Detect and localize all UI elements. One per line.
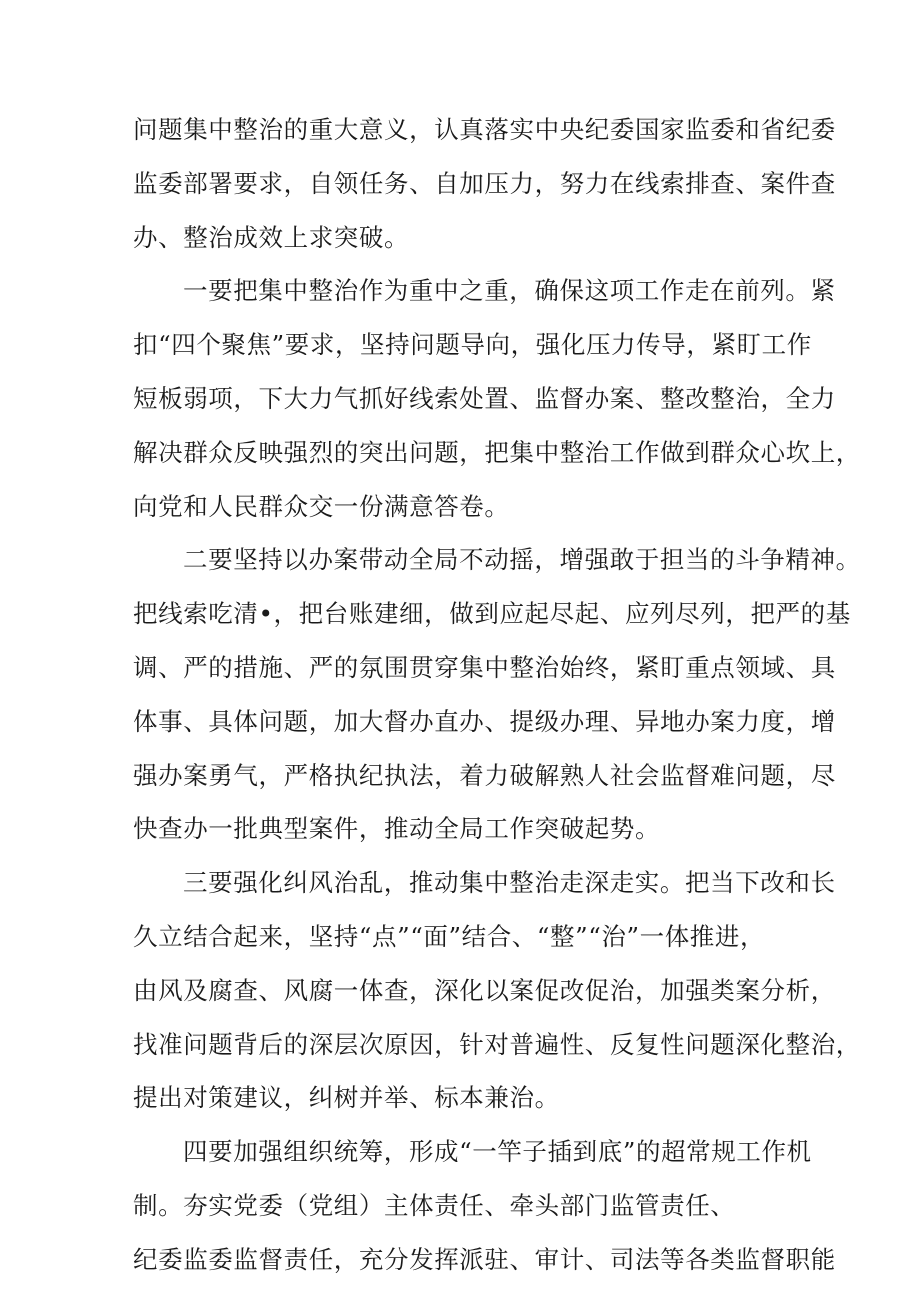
text-line: 解决群众反映强烈的突出问题，把集中整治工作做到群众心坎上， [133, 437, 861, 467]
text-line: 短板弱项，下大力气抓好线索处置、监督办案、整改整治，全力 [133, 383, 836, 413]
text-line: 调、严的措施、严的氛围贯穿集中整治始终，紧盯重点领域、具 [133, 652, 836, 682]
paragraph-first-line: 三要强化纠风治乱，推动集中整治走深走实。把当下改和长 [183, 868, 836, 898]
text-line: 制。夯实党委（党组）主体责任、牵头部门监管责任、 [133, 1190, 736, 1220]
text-line: 问题集中整治的重大意义，认真落实中央纪委国家监委和省纪委 [133, 115, 836, 144]
paragraph-first-line: 一要把集中整治作为重中之重，确保这项工作走在前列。紧 [183, 276, 836, 306]
paragraph-first-line: 二要坚持以办案带动全局不动摇，增强敢于担当的斗争精神。 [183, 545, 861, 575]
text-line: 体事、具体问题，加大督办直办、提级办理、异地办案力度，增 [133, 706, 836, 736]
text-line: 强办案勇气，严格执纪执法，着力破解熟人社会监督难问题，尽 [133, 760, 836, 790]
text-line: 找准问题背后的深层次原因，针对普遍性、反复性问题深化整治， [133, 1029, 861, 1059]
text-line: 把线索吃清•，把台账建细，做到应起尽起、应列尽列，把严的基 [133, 599, 851, 629]
document-body [133, 103, 861, 1287]
text-line: 提出对策建议，纠树并举、标本兼治。 [133, 1083, 560, 1113]
text-line: 纪委监委监督责任，充分发挥派驻、审计、司法等各类监督职能 [133, 1244, 836, 1274]
text-line: 快查办一批典型案件，推动全局工作突破起势。 [133, 814, 661, 844]
paragraph-first-line: 四要加强组织统筹，形成“一竿子插到底”的超常规工作机 [183, 1137, 812, 1167]
text-line: 向党和人民群众交一份满意答卷。 [133, 491, 510, 521]
text-line: 由风及腐查、风腐一体查，深化以案促改促治，加强类案分析， [133, 975, 836, 1005]
text-line: 久立结合起来，坚持“点”“面”结合、“整”“治”一体推进， [133, 921, 766, 951]
text-line: 办、整治成效上求突破。 [133, 222, 410, 252]
text-line: 扣“四个聚焦”要求，坚持问题导向，强化压力传导，紧盯工作 [133, 330, 812, 360]
text-line: 监委部署要求，自领任务、自加压力，努力在线索排查、案件查 [133, 168, 836, 198]
